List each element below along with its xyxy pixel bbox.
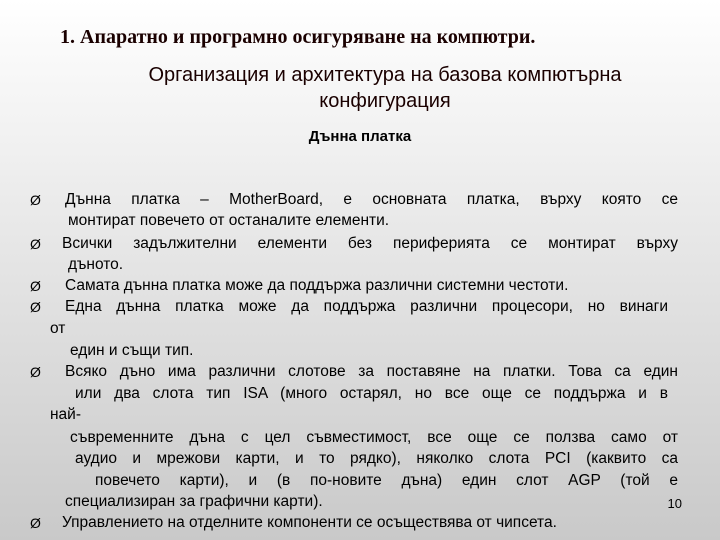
section-heading: Дънна платка bbox=[308, 128, 412, 145]
bullet-4-line-3: един и същи тип. bbox=[70, 342, 194, 359]
bullet-4-line-2: от bbox=[50, 320, 66, 337]
subtitle-line-1: Организация и архитектура на базова компютърна bbox=[148, 64, 622, 86]
bullet-arrow-icon: Ø bbox=[30, 515, 41, 531]
bullet-3-line-1: Самата дънна платка може да поддържа различни системни честоти. bbox=[65, 277, 569, 294]
bullet-list bbox=[30, 0, 690, 540]
bullet-2-line-1: Всички задължителни елементи без периферията се монтират върху bbox=[62, 235, 678, 252]
bullet-5-line-4: съвременните дъна с цел съвместимост, все още се ползва само от bbox=[70, 429, 678, 446]
bullet-arrow-icon: Ø bbox=[30, 299, 41, 315]
page-number: 10 bbox=[667, 496, 682, 511]
bullet-1-line-1: Дънна платка – MotherBoard, е основната платка, върху която се bbox=[65, 191, 678, 208]
bullet-5-line-1: Всяко дъно има различни слотове за поставяне на платки. Това са един bbox=[65, 363, 678, 380]
bullet-4-line-1: Една дънна платка може да поддържа различни процесори, но винаги bbox=[65, 298, 668, 315]
bullet-5-line-6: повечето карти), и (в по-новите дъна) един слот AGP (той е bbox=[95, 472, 678, 489]
bullet-5-line-7: специализиран за графични карти). bbox=[65, 493, 323, 510]
subtitle-line-2: конфигурация bbox=[319, 90, 451, 112]
bullet-5-line-3: най- bbox=[50, 406, 81, 423]
bullet-2-line-2: дъното. bbox=[68, 256, 124, 273]
bullet-arrow-icon: Ø bbox=[30, 278, 41, 294]
bullet-arrow-icon: Ø bbox=[30, 192, 41, 208]
slide-title: 1. Апаратно и програмно осигуряване на компютри. bbox=[60, 26, 536, 48]
bullet-5-line-2: или два слота тип ISA (много остарял, но все още се поддържа и в bbox=[75, 385, 668, 402]
bullet-5-line-5: аудио и мрежови карти, и то рядко), няколко слота PCI (каквито са bbox=[75, 450, 678, 467]
bullet-1-line-2: монтират повечето от останалите елементи. bbox=[68, 212, 390, 229]
bullet-arrow-icon: Ø bbox=[30, 236, 41, 252]
bullet-6-line-1: Управлението на отделните компоненти се осъществява от чипсета. bbox=[62, 514, 557, 531]
bullet-arrow-icon: Ø bbox=[30, 364, 41, 380]
